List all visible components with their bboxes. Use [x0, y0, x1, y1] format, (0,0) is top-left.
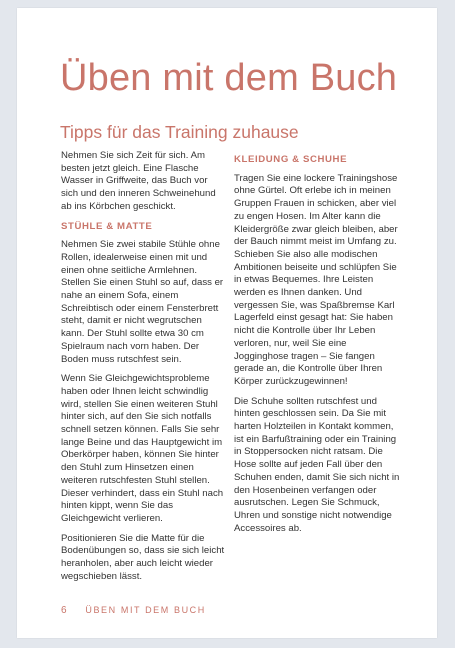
- body-paragraph: Nehmen Sie zwei stabile Stühle ohne Rollen, idealerweise einen mit und einen ohne seitliche Armlehnen. Stellen Sie einen Stuhl so auf, dass er nahe an einem Sofa, einem Schreibtisch oder einem Fensterbrett steht, damit er nicht wegrutschen kann. Der Stuhl sollte etwa 30 cm Spielraum nach vorn haben. Der Boden muss rutschfest sein.: [61, 239, 224, 365]
- left-column: [61, 150, 226, 591]
- page-subtitle: Tipps für das Training zuhause: [60, 122, 299, 142]
- section-heading-clothing-shoes: KLEIDUNG & SCHUHE: [234, 154, 348, 165]
- page-title: Üben mit dem Buch: [60, 57, 398, 99]
- right-column: [234, 150, 400, 542]
- body-paragraph: Die Schuhe sollten rutschfest und hinten geschlossen sein. Da Sie mit harten Holzteilen in Kontakt kommen, ist ein Barfußtraining oder ein Training in Stoppersocken nicht ratsam. Die Hose sollte auf jeden Fall über den Schuhen enden, damit Sie sich nicht in den Hosenbeinen verfangen oder ausrutschen. Legen Sie Schmuck, Uhren und sonstige nicht notwendige Accessoires ab.: [234, 395, 400, 534]
- book-page: [17, 8, 437, 638]
- section-heading-chairs-mat: STÜHLE & MATTE: [61, 220, 153, 232]
- body-paragraph: Tragen Sie eine lockere Trainingshose ohne Gürtel. Oft erlebe ich in meinen Gruppen Frauen in schicken, aber viel zu engen Hosen. Im Alter kann die Kleidergröße zwar gleich bleiben, aber der Bauch nimmt meist im Umfang zu. Schieben Sie also alle modischen Ambitionen beiseite und schlüpfen Sie in etwas Bequemes. Ihre Leisten werden es Ihnen danken. Und vergessen Sie, was Spaßbremse Karl Lagerfeld einst gesagt hat: Sie haben nicht die Kontrolle über Ihr Leben verloren, nur, weil Sie eine Jogginghose tragen – Sie fangen gerade an, die Kontrolle über Ihren Körper zurückzugewinnen!: [234, 172, 398, 387]
- page-number: 6: [61, 605, 67, 616]
- body-paragraph: Wenn Sie Gleichgewichtsprobleme haben oder Ihnen leicht schwindlig wird, stellen Sie einen weiteren Stuhl hinter sich, auf den Sie sich notfalls schnell setzen können. Falls Sie sehr lange Beine und das Hauptgewicht im Oberkörper haben, können Sie hinter den Stuhl zum Hinsetzen einen weiteren rutschfesten Stuhl stellen. Dieser verhindert, dass ein Stuhl nach hinten kippt, wenn Sie das Gleichgewicht verlieren.: [61, 373, 224, 524]
- body-paragraph: Positionieren Sie die Matte für die Bodenübungen so, dass sie sich leicht heranholen, aber auch leicht wieder wegschieben lässt.: [61, 532, 225, 582]
- page-footer: [61, 604, 206, 617]
- intro-paragraph: Nehmen Sie sich Zeit für sich. Am besten jetzt gleich. Eine Flasche Wasser in Griffweite, das Buch vor sich und den inneren Schweinehund ab ins Körbchen geschickt.: [61, 150, 216, 212]
- running-head: ÜBEN MIT DEM BUCH: [85, 605, 206, 615]
